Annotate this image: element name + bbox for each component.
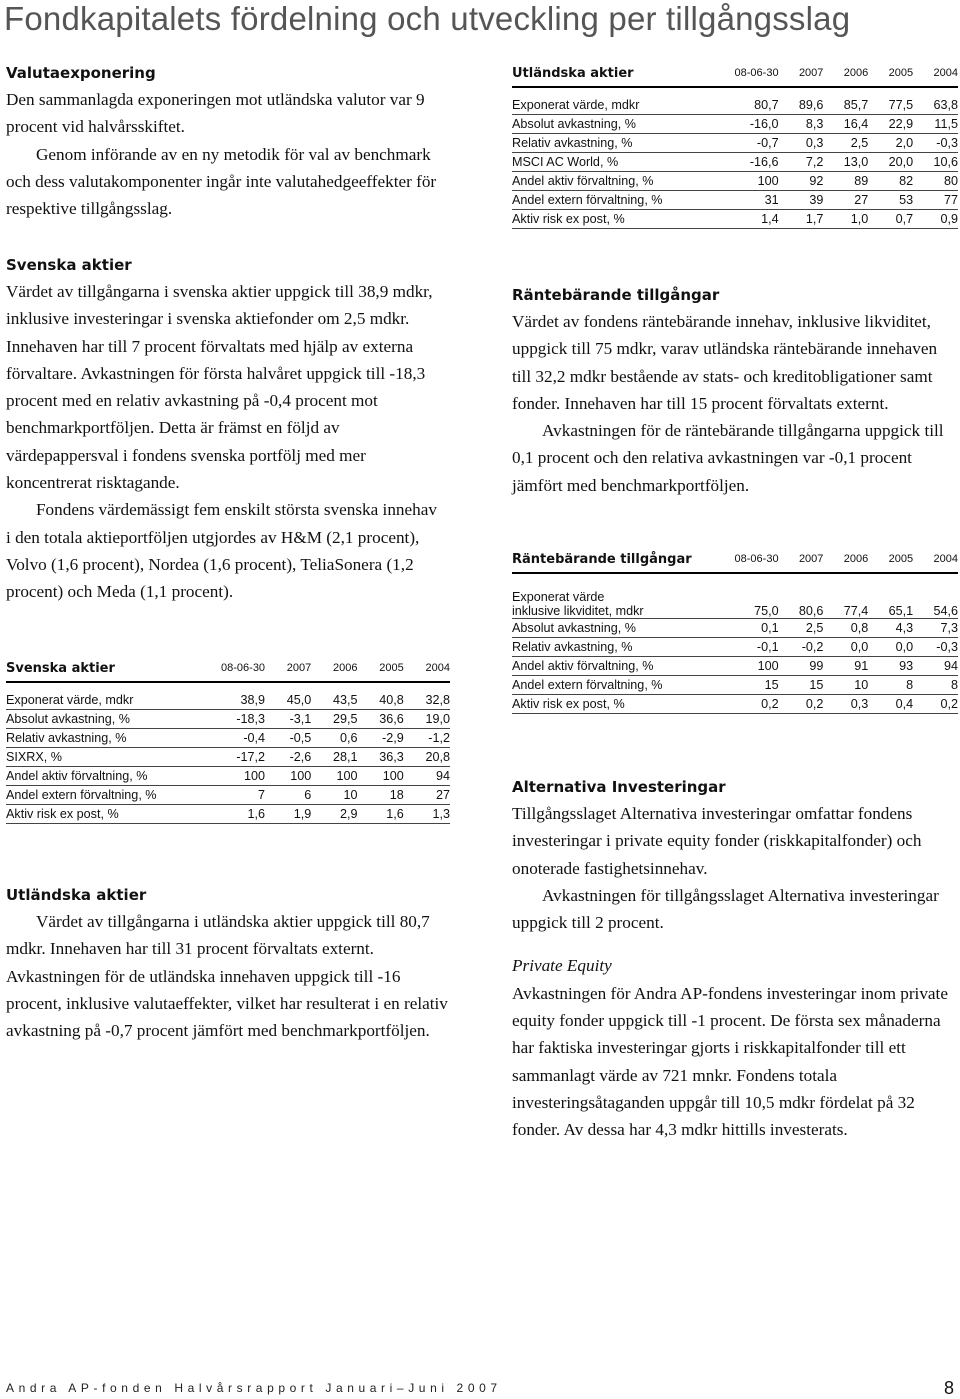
table-cell: -0,4: [182, 729, 265, 748]
table-cell: 10: [311, 786, 357, 805]
alternativa-paragraph-2: Avkastningen för tillgångsslaget Alternativa investeringar uppgick till 2 procent.: [512, 885, 939, 933]
valuta-heading: Valutaexponering: [6, 64, 156, 82]
table-cell: 2,9: [311, 805, 357, 824]
rante-paragraph-2: Avkastningen för de räntebärande tillgångarna uppgick till 0,1 procent och den relativa avkastningen var -0,1 procent jämfört med benchmarkportföljen.: [512, 421, 944, 495]
table-cell: 2,0: [868, 134, 913, 153]
table-cell: 94: [913, 657, 958, 676]
rante-section: [512, 286, 960, 499]
svenska-paragraph-1: Värdet av tillgångarna i svenska aktier uppgick till 38,9 mdkr, inklusive investeringar i svenska aktiefonder om 2,5 mdkr. Innehaven har till 7 procent förvaltats med hjälp av externa förvaltare. Avkastningen för första halvåret uppgick till -18,3 procent med en relativ avkastning på -0,4 procent mot benchmarkportföljen. Detta är främst en följd av värdepappersval i fondens svenska portfölj med mer koncentrerat risktagande.: [6, 282, 433, 493]
table-cell: 22,9: [868, 115, 913, 134]
private-equity-subheading: Private Equity: [512, 956, 612, 976]
table-cell: 7,3: [913, 619, 958, 638]
valuta-paragraph-1: Den sammanlagda exponeringen mot utländska valutor var 9 procent vid halvårsskiftet.: [6, 90, 425, 137]
table-cell: 6: [265, 786, 311, 805]
footer-text: Andra AP-fonden Halvårsrapport Januari–Juni 2007: [6, 1381, 502, 1395]
table-cell: 92: [779, 172, 824, 191]
table-cell: 1,7: [779, 210, 824, 229]
table-cell: 10: [823, 676, 868, 695]
table-cell: -0,7: [698, 134, 779, 153]
table-cell: 100: [182, 767, 265, 786]
alternativa-section: [512, 778, 960, 1144]
table-cell: 80,6: [779, 573, 824, 619]
table-cell: 75,0: [698, 573, 779, 619]
col-header: 2006: [823, 546, 868, 573]
table-cell: 1,0: [823, 210, 868, 229]
col-header: 2005: [868, 546, 913, 573]
utlandska-section: [6, 886, 452, 1044]
table-row: [512, 210, 958, 229]
table-cell: 16,4: [823, 115, 868, 134]
table-cell: 0,8: [823, 619, 868, 638]
row-label: Aktiv risk ex post, %: [512, 695, 698, 714]
table-row: [512, 191, 958, 210]
table-cell: 11,5: [913, 115, 958, 134]
table-cell: 45,0: [265, 682, 311, 710]
utlandska-paragraph-1: Värdet av tillgångarna i utländska aktier uppgick till 80,7 mdkr. Innehaven har till 31 procent förvaltats externt. Avkastningen för de utländska innehaven uppgick till -16 procent, inklusive valutaeffekter, vilket har resulterat i en relativ avkastning på -0,7 procent jämfört med benchmarkportföljen.: [6, 912, 448, 1041]
table-cell: 1,9: [265, 805, 311, 824]
table-cell: 0,7: [868, 210, 913, 229]
table-cell: 4,3: [868, 619, 913, 638]
col-header: 08-06-30: [698, 546, 779, 573]
table-row: [6, 805, 450, 824]
table-cell: 31: [698, 191, 779, 210]
row-label: Relativ avkastning, %: [6, 729, 182, 748]
row-label: Andel aktiv förvaltning, %: [512, 172, 698, 191]
table-cell: 99: [779, 657, 824, 676]
table-cell: 36,6: [358, 710, 404, 729]
table-cell: 10,6: [913, 153, 958, 172]
table-cell: 0,6: [311, 729, 357, 748]
table-cell: 85,7: [823, 87, 868, 115]
table-cell: -2,6: [265, 748, 311, 767]
table-row: [6, 710, 450, 729]
table-cell: 39: [779, 191, 824, 210]
table-cell: 0,3: [779, 134, 824, 153]
table-cell: -0,1: [698, 638, 779, 657]
svenska-paragraph-2: Fondens värdemässigt fem enskilt största svenska innehav i den totala aktieportföljen utgjordes av H&M (2,1 procent), Volvo (1,6 procent), Nordea (1,6 procent), TeliaSonera (1,2 procent) och Meda (1,1 procent).: [6, 500, 437, 602]
table-cell: 27: [404, 786, 450, 805]
table-cell: 77,4: [823, 573, 868, 619]
table-cell: -3,1: [265, 710, 311, 729]
table-title: Svenska aktier: [6, 655, 182, 682]
table-cell: 100: [698, 172, 779, 191]
table-cell: -0,3: [913, 134, 958, 153]
table-cell: 32,8: [404, 682, 450, 710]
rante-heading: Räntebärande tillgångar: [512, 286, 720, 304]
table-cell: 38,9: [182, 682, 265, 710]
svenska-heading: Svenska aktier: [6, 256, 132, 274]
table-cell: 8: [913, 676, 958, 695]
table-cell: 89,6: [779, 87, 824, 115]
row-label: Absolut avkastning, %: [512, 619, 698, 638]
alternativa-paragraph-1: Tillgångsslaget Alternativa investeringar omfattar fondens investeringar i private equity fonder (riskkapitalfonder) och onoterade fastighetsinnehav.: [512, 804, 922, 878]
table-cell: -1,2: [404, 729, 450, 748]
row-label: Andel extern förvaltning, %: [512, 676, 698, 695]
table-cell: 89: [823, 172, 868, 191]
row-label: MSCI AC World, %: [512, 153, 698, 172]
table-cell: 100: [698, 657, 779, 676]
table-cell: -0,5: [265, 729, 311, 748]
row-label: Andel extern förvaltning, %: [512, 191, 698, 210]
table-cell: 0,1: [698, 619, 779, 638]
table-cell: 15: [698, 676, 779, 695]
table-cell: -0,3: [913, 638, 958, 657]
table-cell: 29,5: [311, 710, 357, 729]
table-cell: -17,2: [182, 748, 265, 767]
table-body: [512, 573, 958, 714]
row-label: Relativ avkastning, %: [512, 638, 698, 657]
col-header: 2007: [779, 546, 824, 573]
col-header: 08-06-30: [698, 60, 779, 87]
table-cell: 15: [779, 676, 824, 695]
table-row: [6, 682, 450, 710]
table-cell: -0,2: [779, 638, 824, 657]
table-cell: 8,3: [779, 115, 824, 134]
table-row: [6, 767, 450, 786]
table-cell: 82: [868, 172, 913, 191]
table-cell: 100: [311, 767, 357, 786]
table-cell: 0,4: [868, 695, 913, 714]
table-cell: 28,1: [311, 748, 357, 767]
table-svenska: [6, 655, 450, 824]
table-cell: 94: [404, 767, 450, 786]
table-title: Räntebärande tillgångar: [512, 546, 698, 573]
col-header: 08-06-30: [182, 655, 265, 682]
table-cell: 43,5: [311, 682, 357, 710]
col-header: 2004: [404, 655, 450, 682]
table-cell: 18: [358, 786, 404, 805]
table-cell: 8: [868, 676, 913, 695]
row-label: [512, 573, 698, 619]
col-header: 2004: [913, 60, 958, 87]
col-header: 2007: [265, 655, 311, 682]
table-cell: 0,9: [913, 210, 958, 229]
col-header: 2006: [311, 655, 357, 682]
valuta-paragraph-2: Genom införande av en ny metodik för val av benchmark och dess valutakomponenter ingår inte valutahedgeeffekter för respektive tillgångsslag.: [6, 144, 437, 219]
table-cell: 27: [823, 191, 868, 210]
utlandska-heading: Utländska aktier: [6, 886, 147, 904]
row-label: Andel aktiv förvaltning, %: [512, 657, 698, 676]
table-cell: 19,0: [404, 710, 450, 729]
table-cell: 2,5: [779, 619, 824, 638]
table-cell: 53: [868, 191, 913, 210]
page-number: 8: [943, 1378, 954, 1398]
table-cell: 100: [358, 767, 404, 786]
table-cell: 80: [913, 172, 958, 191]
table-row: [6, 786, 450, 805]
row-label: Exponerat värde, mdkr: [512, 87, 698, 115]
row-label: Exponerat värde, mdkr: [6, 682, 182, 710]
row-label: Absolut avkastning, %: [6, 710, 182, 729]
table-cell: -16,6: [698, 153, 779, 172]
row-label: SIXRX, %: [6, 748, 182, 767]
table-cell: 93: [868, 657, 913, 676]
table-cell: 0,0: [868, 638, 913, 657]
table-cell: 0,0: [823, 638, 868, 657]
table-cell: 20,8: [404, 748, 450, 767]
table-row: [6, 748, 450, 767]
table-cell: 80,7: [698, 87, 779, 115]
table-cell: 0,3: [823, 695, 868, 714]
table-utlandska: [512, 60, 958, 229]
table-row: [512, 134, 958, 153]
col-header: 2005: [358, 655, 404, 682]
row-label: Aktiv risk ex post, %: [6, 805, 182, 824]
row-label-line: inklusive likviditet, mdkr: [512, 604, 644, 618]
table-cell: 1,3: [404, 805, 450, 824]
valuta-section: [6, 64, 456, 222]
row-label: Andel aktiv förvaltning, %: [6, 767, 182, 786]
table-cell: 54,6: [913, 573, 958, 619]
table-row: [512, 172, 958, 191]
table-row: [512, 153, 958, 172]
table-row: [512, 87, 958, 115]
table-cell: 36,3: [358, 748, 404, 767]
col-header: 2005: [868, 60, 913, 87]
table-cell: 100: [265, 767, 311, 786]
table-cell: 20,0: [868, 153, 913, 172]
rante-paragraph-1: Värdet av fondens räntebärande innehav, inklusive likviditet, uppgick till 75 mdkr, varav utländska räntebärande innehaven till 32,2 mdkr bestående av stats- och kreditobligationer samt fonder. Innehaven har till 15 procent förvaltats externt.: [512, 312, 938, 413]
table-rantebarande: [512, 546, 958, 714]
row-label: Absolut avkastning, %: [512, 115, 698, 134]
table-cell: 63,8: [913, 87, 958, 115]
table-cell: 91: [823, 657, 868, 676]
row-label-line: Exponerat värde: [512, 590, 605, 604]
table-cell: 65,1: [868, 573, 913, 619]
table-cell: 2,5: [823, 134, 868, 153]
table-cell: -18,3: [182, 710, 265, 729]
table-cell: 1,6: [358, 805, 404, 824]
table-row: [512, 638, 958, 657]
table-cell: 7: [182, 786, 265, 805]
table-cell: 0,2: [779, 695, 824, 714]
col-header: 2007: [779, 60, 824, 87]
svenska-section: [6, 256, 446, 606]
table-cell: -16,0: [698, 115, 779, 134]
table-title: Utländska aktier: [512, 60, 698, 87]
row-label: Andel extern förvaltning, %: [6, 786, 182, 805]
table-cell: 13,0: [823, 153, 868, 172]
col-header: 2004: [913, 546, 958, 573]
row-label: Relativ avkastning, %: [512, 134, 698, 153]
table-cell: 0,2: [698, 695, 779, 714]
table-row: [512, 573, 958, 619]
page-title: Fondkapitalets fördelning och utveckling per tillgångsslag: [4, 0, 851, 37]
row-label: Aktiv risk ex post, %: [512, 210, 698, 229]
table-cell: -2,9: [358, 729, 404, 748]
table-row: [6, 729, 450, 748]
table-cell: 40,8: [358, 682, 404, 710]
table-row: [512, 115, 958, 134]
table-cell: 7,2: [779, 153, 824, 172]
table-cell: 1,4: [698, 210, 779, 229]
alternativa-paragraph-3: Avkastningen för Andra AP-fondens investeringar inom private equity fonder uppgick till -1 procent. De första sex månaderna har faktiska investeringar gjorts i riskkapitalfonder till ett sammanlagt värde av 721 mnkr. Fondens totala investeringsåtaganden uppgår till 10,5 mdkr fördelat på 32 fonder. Av dessa har 4,3 mdkr hittills investerats.: [512, 983, 948, 1140]
table-row: [512, 695, 958, 714]
table-body: [512, 87, 958, 229]
table-body: [6, 682, 450, 824]
table-cell: 77: [913, 191, 958, 210]
col-header: 2006: [823, 60, 868, 87]
table-row: [512, 676, 958, 695]
table-row: [512, 619, 958, 638]
table-cell: 1,6: [182, 805, 265, 824]
table-cell: 0,2: [913, 695, 958, 714]
alternativa-heading: Alternativa Investeringar: [512, 778, 726, 796]
table-cell: 77,5: [868, 87, 913, 115]
table-row: [512, 657, 958, 676]
